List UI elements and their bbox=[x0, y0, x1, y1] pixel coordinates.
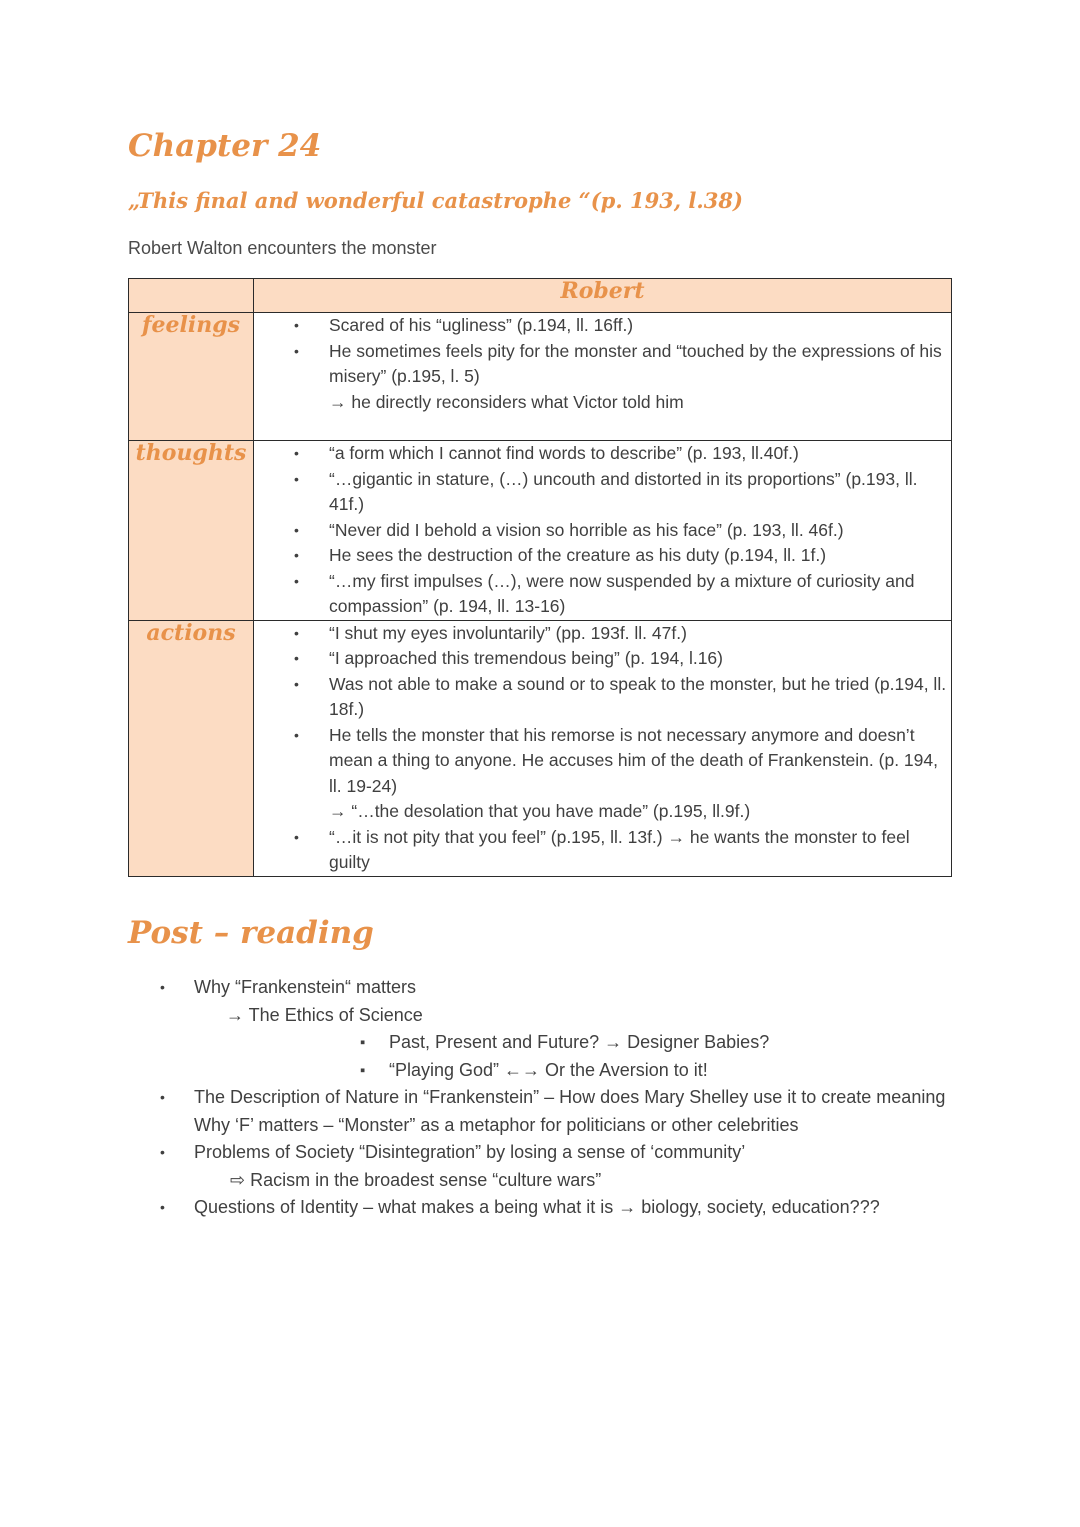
list-item-text: He tells the monster that his remorse is not necessary anymore and doesn’t mean a thing to anyone. He accuses him of the death of Frankenstein. (p. 194, ll. 19-24) bbox=[329, 724, 938, 796]
table-row-thoughts bbox=[129, 441, 952, 621]
list-item: • “…my first impulses (…), were now suspended by a mixture of curiosity and compassion” (p. 194, ll. 13-16) bbox=[254, 569, 951, 620]
list-item-continuation: Why ‘F’ matters – “Monster” as a metaphor for politicians or other celebrities bbox=[194, 1114, 799, 1135]
analysis-table bbox=[128, 278, 952, 877]
thoughts-cell bbox=[254, 441, 952, 621]
row-label-thoughts: thoughts bbox=[129, 441, 254, 621]
arrow-note: → he directly reconsiders what Victor told him bbox=[329, 391, 684, 412]
list-item: • “a form which I cannot find words to describe” (p. 193, ll.40f.) bbox=[254, 441, 951, 467]
arrow-subitem: ⇨ Racism in the broadest sense “culture wars” bbox=[230, 1169, 602, 1190]
table-corner-cell bbox=[129, 279, 254, 313]
list-item: • The Description of Nature in “Frankenstein” – How does Mary Shelley use it to create meaning bbox=[160, 1084, 980, 1112]
list-item: • He sees the destruction of the creature as his duty (p.194, ll. 1f.) bbox=[254, 543, 951, 569]
list-item bbox=[254, 723, 951, 825]
chapter-title: Chapter 24 bbox=[128, 128, 322, 164]
table-row-feelings bbox=[129, 313, 952, 441]
list-item: • “…it is not pity that you feel” (p.195, ll. 13f.) → he wants the monster to feel guilty bbox=[254, 825, 951, 876]
post-reading-title: Post – reading bbox=[128, 915, 374, 951]
arrow-subitem: → The Ethics of Science bbox=[226, 1004, 423, 1025]
list-item: • Why “Frankenstein“ matters bbox=[160, 974, 980, 1002]
column-header-robert: Robert bbox=[254, 279, 952, 313]
feelings-list bbox=[254, 313, 951, 415]
arrow-note: → “…the desolation that you have made” (p.195, ll.9f.) bbox=[329, 801, 751, 821]
list-item: • “I approached this tremendous being” (p. 194, l.16) bbox=[254, 646, 951, 672]
list-item: • Scared of his “ugliness” (p.194, ll. 16ff.) bbox=[254, 313, 951, 339]
thoughts-list bbox=[254, 441, 951, 620]
intro-text: Robert Walton encounters the monster bbox=[128, 238, 437, 258]
row-label-actions: actions bbox=[129, 620, 254, 876]
list-item: • Problems of Society “Disintegration” by losing a sense of ‘community’ bbox=[160, 1139, 980, 1167]
list-item: • “I shut my eyes involuntarily” (pp. 193f. ll. 47f.) bbox=[254, 621, 951, 647]
list-item bbox=[254, 339, 951, 416]
actions-list bbox=[254, 621, 951, 876]
actions-cell bbox=[254, 620, 952, 876]
table-header-row bbox=[129, 279, 952, 313]
list-item: • Questions of Identity – what makes a being what it is → biology, society, education??? bbox=[160, 1194, 980, 1222]
table-row-actions bbox=[129, 620, 952, 876]
list-item: • Was not able to make a sound or to speak to the monster, but he tried (p.194, ll. 18f.) bbox=[254, 672, 951, 723]
list-item-text: He sometimes feels pity for the monster and “touched by the expressions of his misery” (p.195, l. 5) bbox=[329, 340, 942, 386]
post-reading-list bbox=[160, 974, 980, 1222]
square-subitem: ▪ Past, Present and Future? → Designer Babies? bbox=[160, 1029, 980, 1057]
row-label-feelings: feelings bbox=[129, 313, 254, 441]
feelings-cell bbox=[254, 313, 952, 441]
quote-heading: „This final and wonderful catastrophe “(p. 193, l.38) bbox=[128, 188, 743, 213]
list-item: • “…gigantic in stature, (…) uncouth and distorted in its proportions” (p.193, ll. 41f.) bbox=[254, 467, 951, 518]
list-item: • “Never did I behold a vision so horrible as his face” (p. 193, ll. 46f.) bbox=[254, 518, 951, 544]
square-subitem: ▪ “Playing God” ←→ Or the Aversion to it! bbox=[160, 1057, 980, 1085]
